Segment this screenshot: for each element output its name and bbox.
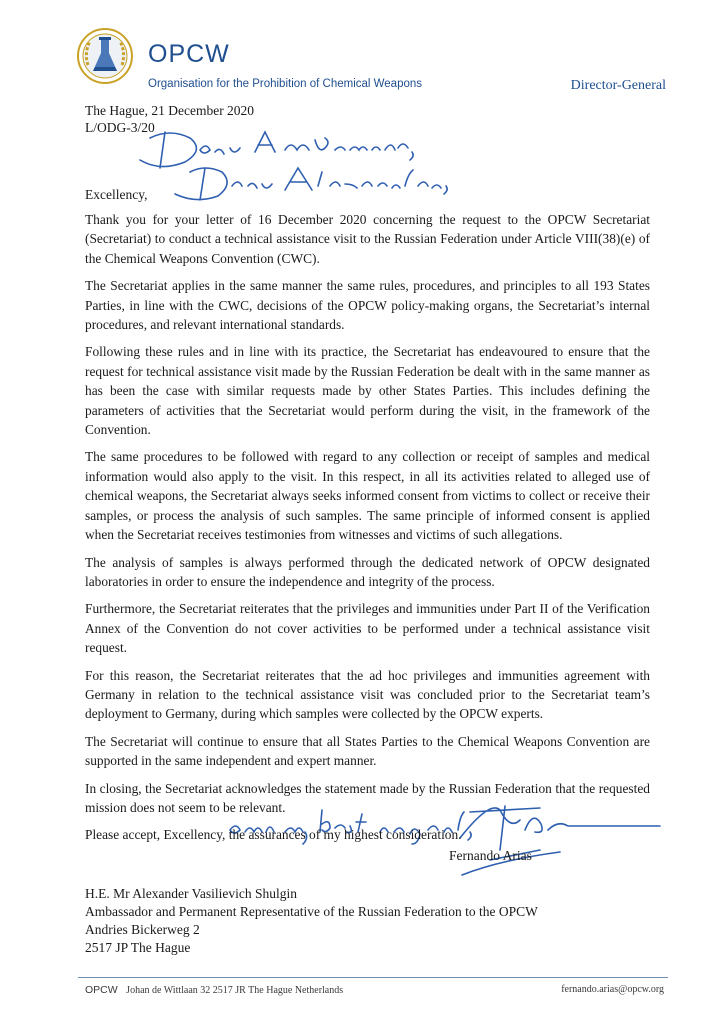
paragraph: Following these rules and in line with its practice, the Secretariat has endeavoured to ensure that the request for technical assistance visit made by the Russian Federation be dealt with in the same manner as has been the case with similar requests made by other States Parties. This includes defining the parameters of activities that the Secretariat would perform during the visit, in the framework of the Convention. [85, 344, 650, 438]
org-name: OPCW [148, 40, 230, 68]
paragraph: The Secretariat will continue to ensure that all States Parties to the Chemical Weapons Convention are supported in the same independent and expert manner. [85, 733, 650, 769]
footer-brand: OPCW [85, 984, 118, 996]
recipient-line: Andries Bickerweg 2 [85, 922, 200, 937]
paragraph: Furthermore, the Secretariat reiterates that the privileges and immunities under Part II of the Verification Annex of the Convention do not cover activities to be performed under a technical assistance visit request. [85, 601, 650, 656]
recipient-line: H.E. Mr Alexander Vasilievich Shulgin [85, 886, 297, 901]
paragraph: The analysis of samples is always performed through the dedicated network of OPCW designated laboratories in order to ensure the independence and integrity of the process. [85, 554, 650, 589]
paragraph: The same procedures to be followed with regard to any collection or receipt of samples and medical information would also apply to the visit. In this respect, in all its activities related to alleged use of chemical weapons, the Secretariat always seeks informed consent from victims to collect or receive their samples, or process the analysis of such samples. The same principle of informed consent is applied when the Secretariat receives testimonies from witnesses and victims of such allegations. [85, 449, 650, 543]
org-full-name: Organisation for the Prohibition of Chemical Weapons [148, 78, 423, 90]
letter-body [85, 210, 650, 853]
footer-address: Johan de Wittlaan 32 2517 JR The Hague Netherlands [126, 985, 344, 996]
footer-address-block [85, 984, 343, 996]
place-date: The Hague, 21 December 2020 [85, 103, 255, 118]
paragraph: Thank you for your letter of 16 December 2020 concerning the request to the OPCW Secretariat (Secretariat) to conduct a technical assistance visit to the Russian Federation under Article VIII(38)(e) of the Chemical Weapons Convention (CWC). [85, 212, 650, 266]
closing-line: Please accept, Excellency, the assurances of my highest consideration. [85, 827, 462, 843]
reference-number: L/ODG-3/20 [85, 120, 155, 135]
recipient-line: Ambassador and Permanent Representative of the Russian Federation to the OPCW [85, 904, 538, 919]
recipient-address [85, 885, 538, 957]
recipient-line: 2517 JP The Hague [85, 940, 191, 955]
footer-email: fernando.arias@opcw.org [561, 984, 664, 995]
footer-divider [78, 977, 668, 978]
office-title: Director-General [570, 78, 666, 93]
salutation: Excellency, [85, 187, 148, 202]
paragraph: In closing, the Secretariat acknowledges the statement made by the Russian Federation that the requested mission does not seem to be relevant. [85, 780, 650, 815]
opcw-logo-icon [76, 27, 134, 85]
signatory-name: Fernando Arias [449, 848, 532, 863]
paragraph: For this reason, the Secretariat reiterates that the ad hoc privileges and immunities agreement with Germany in relation to the technical assistance visit was concluded prior to the Secretariat team’s deployment to Germany, during which samples were collected by the OPCW experts. [85, 667, 650, 722]
paragraph: The Secretariat applies in the same manner the same rules, procedures, and principles to all 193 States Parties, in line with the CWC, decisions of the OPCW policy-making organs, the Secretariat’s internal procedures, and relevant international standards. [85, 278, 650, 333]
